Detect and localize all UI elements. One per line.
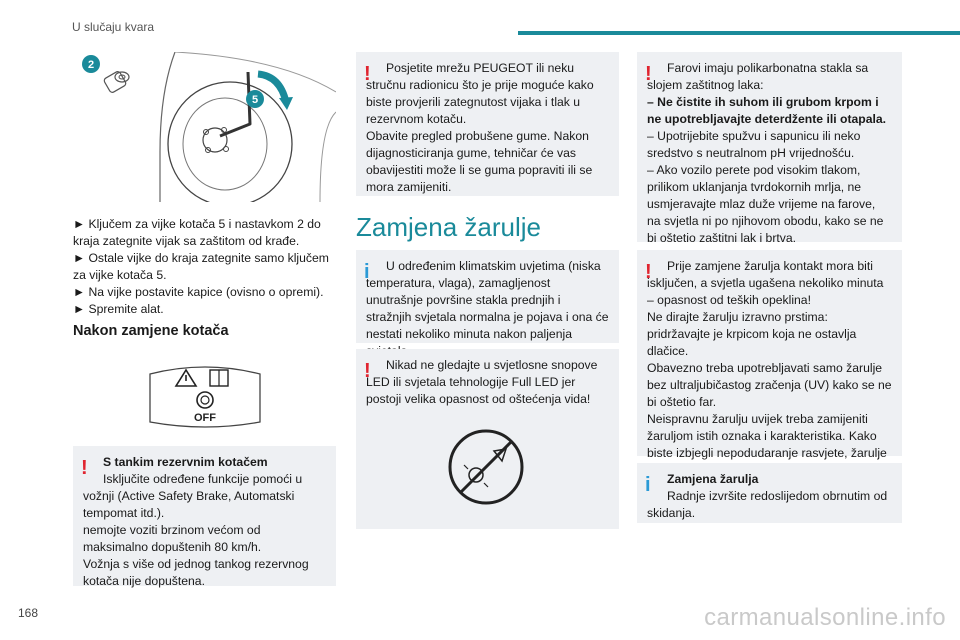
warning-item-bold: – Ne čistite ih suhom ili grubom krpom i ne upotrebljavajte deterdžente ili otapala. [647,95,887,126]
warning-text-second: Obavite pregled probušene gume. Nakon dijagnosticiranja gume, tehničar će vas obavijestiti može li se guma popraviti ili se mora zamijeniti. [366,129,593,194]
info-box-replacement [637,463,902,523]
warning-title: S tankim rezervnim kotačem [103,455,268,469]
off-label: OFF [194,412,216,424]
warning-text-first: Posjetite mrežu PEUGEOT ili neku stručnu radionicu što je prije moguće kako biste provjerili zategnutost vijaka i tlak u rezervnom kotaču. [366,61,594,126]
info-icon: i [364,261,370,283]
header-accent-bar [518,31,960,35]
panel-figure [144,362,266,430]
warning-led-text: Nikad ne gledajte u svjetlosne snopove LED ili svjetala tehnologije Full LED jer postoji velika opasnost od oštećenja vida! [366,358,598,406]
warning-icon: ! [645,63,652,85]
assist-off-icon [197,392,213,408]
warning-bulb-p1: Prije zamjene žarulja kontakt mora biti isključen, a svjetla ugašena nekoliko minuta – opasnost od teških opeklina! [647,259,884,307]
warning-icon: ! [364,360,371,382]
info-icon: i [645,474,651,496]
steps-list [73,216,336,318]
assist-off-icon [201,396,209,404]
warning-box-polycarbonate [637,52,902,245]
section-title: Zamjena žarulje [356,212,541,242]
info-text: U određenim klimatskim uvjetima (niska temperatura, vlaga), zamagljenost unutrašnje površine stakla prednjih i stražnjih svjetala normalna je pojava i ona će nestati nekoliko minuta nakon paljenja [366,259,609,341]
body-line-right [320,112,336,202]
info-box-condensation [356,250,619,343]
warning-icon: ! [645,261,652,283]
rim-outline [183,98,267,190]
no-look-led-icon [446,427,526,507]
warning-item-3: – Ako vozilo perete pod visokim tlakom, prilikom uklanjanja tvrdokornih mrlja, ne usmjeravajte mlaz duže vrijeme na farove, na svjetla ni po njihovom obodu, kako se ne bi oštetio zaštitni lak i brtva. [647,163,884,245]
wheel-bolt-figure [80,52,336,202]
callout-2-label: 2 [87,59,95,71]
callout-5-label: 5 [251,94,259,106]
step-2: ► Ostale vijke do kraja zategnite samo ključem za vijke kotača 5. [73,251,329,282]
wheel-arch-line [160,52,175,202]
socket-adapter-image [103,71,129,94]
page-number: 168 [18,606,39,620]
running-header: U slučaju kvara [72,20,155,34]
warning-box-spare-wheel [73,446,336,586]
bolt [224,147,229,152]
warning-icon: ! [81,457,88,479]
warning-text-2: nemojte voziti brzinom većom od maksimalno dopuštenih 80 km/h. [83,523,262,554]
step-1: ► Ključem za vijke kotača 5 i nastavkom 2 do kraja zategnite vijak sa zaštitom od krađe. [73,217,321,248]
instrument-panel-illustration [144,362,266,430]
info-title: Zamjena žarulja [667,472,759,486]
warning-text-3: Vožnja s više od jednog tankog rezervnog kotača nije dopuštena. [83,557,309,588]
warning-bulb-p2: Ne dirajte žarulju izravno prstima: pridržavajte je krpicom koja ne ostavlja dlačice. [647,310,857,358]
warning-bulb-p4: Neispravnu žarulju uvijek treba zamijeniti žaruljom istih oznaka i karakteristika. Kako biste izbjegli nepodudaranje rasvjete, žarulje [647,412,887,460]
tire-outline [168,82,292,202]
ray [464,465,468,469]
warning-box-led [356,349,619,529]
info-text: Radnje izvršite redoslijedom obrnutim od skidanja. [647,489,888,520]
watermark-text: carmanualsonline.info [704,604,946,631]
warning-box-bulb [637,250,902,460]
warning-box-network [356,52,619,196]
step-4: ► Spremite alat. [73,302,164,316]
warning-item-2: – Upotrijebite spužvu i sapunicu ili neko sredstvo s neutralnom pH vrijednošću. [647,129,861,160]
warning-bulb-p3: Obavezno treba upotrebljavati samo žarulje bez ultraljubičastog zračenja (UV) kako se ne bi oštetio far. [647,361,892,409]
warning-icon: ! [364,63,371,85]
warning-intro: Farovi imaju polikarbonatna stakla sa slojem zaštitnog laka: [647,61,869,92]
body-line [175,52,336,92]
step-3: ► Na vijke postavite kapice (ovisno o opremi). [73,285,324,299]
ray [484,483,488,487]
warning-text-1: Isključite određene funkcije pomoći u vožnji (Active Safety Brake, Automatski tempomat itd.). [83,472,303,520]
subheading: Nakon zamjene kotača [73,323,229,339]
wheel-illustration [80,52,336,202]
